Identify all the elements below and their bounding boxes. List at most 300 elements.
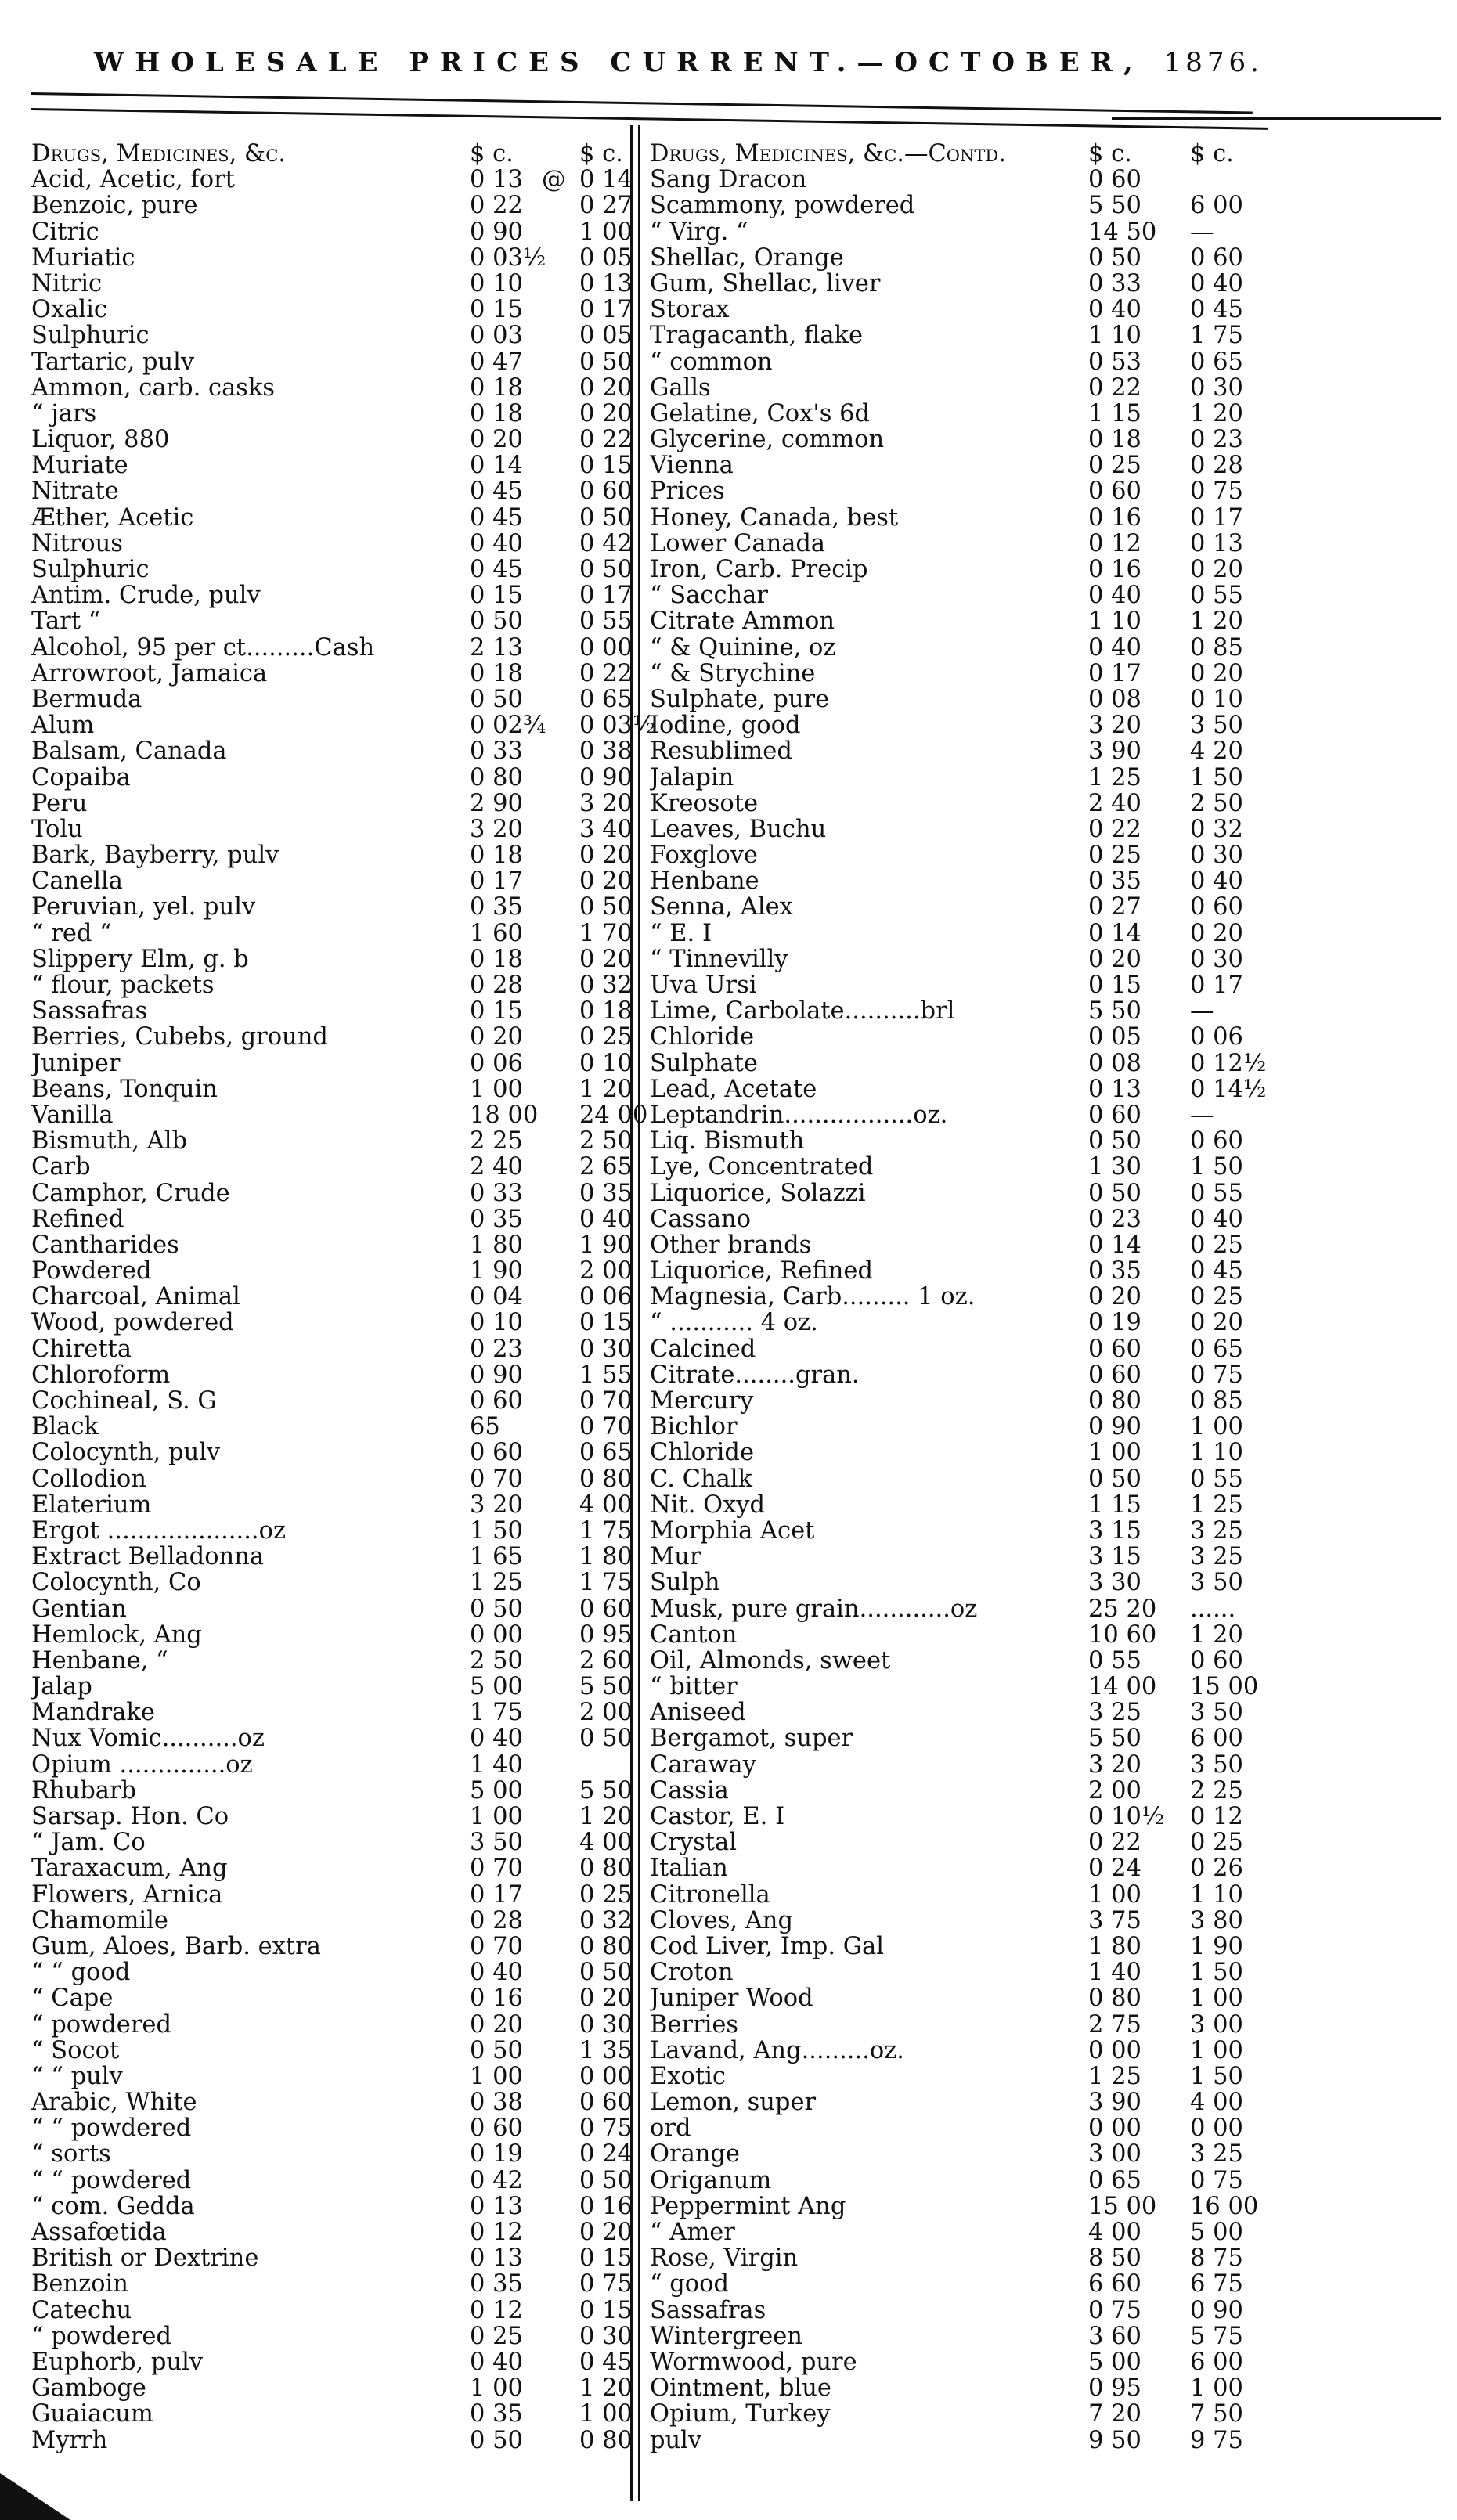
- price-row: [31, 1673, 633, 1701]
- price-row: [31, 972, 633, 999]
- right-currency-1: $ c.: [1088, 140, 1132, 168]
- item-name: Caraway: [650, 1751, 756, 1778]
- item-name: Opium, Turkey: [650, 2401, 831, 2428]
- price-row: [650, 1492, 1433, 1518]
- price-high: 0 50: [579, 1959, 633, 1987]
- price-high: 0 30: [579, 2010, 633, 2039]
- price-row: [31, 919, 633, 947]
- item-name: Chloride: [650, 1024, 755, 1051]
- price-high: 1 55: [579, 1361, 633, 1389]
- item-name: Chamomile: [31, 1907, 168, 1934]
- price-high: 0 15: [579, 2244, 633, 2273]
- price-high: 0 65: [1190, 1335, 1243, 1363]
- item-name: Juniper Wood: [650, 1985, 813, 2012]
- price-low: 14 50: [1088, 218, 1157, 246]
- price-low: 1 00: [1088, 1880, 1141, 1909]
- price-row: [31, 737, 633, 766]
- item-name: Benzoin: [31, 2271, 128, 2298]
- price-high: 0 60: [579, 2089, 633, 2117]
- price-row: [650, 608, 1433, 634]
- item-name: Morphia Acet: [650, 1517, 815, 1545]
- price-row: [650, 401, 1433, 427]
- price-low: 2 25: [470, 1127, 523, 1155]
- price-row: [650, 661, 1433, 687]
- price-row: [650, 245, 1433, 271]
- item-name: “ Cape: [31, 1985, 114, 2012]
- price-low: 0 90: [470, 1361, 523, 1389]
- left-currency-1: $ c.: [470, 140, 514, 168]
- item-name: Muriatic: [31, 244, 135, 271]
- item-name: Sassafras: [31, 998, 148, 1025]
- price-high: 2 60: [579, 1646, 633, 1675]
- price-low: 1 00: [470, 1075, 523, 1103]
- price-low: 0 40: [1088, 582, 1141, 610]
- price-row: [31, 1231, 633, 1259]
- item-name: Chloroform: [31, 1361, 171, 1389]
- price-row: [31, 582, 633, 610]
- price-high: 16 00: [1190, 2192, 1259, 2220]
- price-low: 2 75: [1088, 2010, 1141, 2039]
- price-row: [650, 1440, 1433, 1465]
- item-name: Citrate........gran.: [650, 1361, 860, 1389]
- item-name: Iodine, good: [650, 712, 801, 739]
- item-name: Colocynth, Co: [31, 1570, 201, 1596]
- item-name: Lead, Acetate: [650, 1076, 817, 1102]
- price-row: [650, 1700, 1433, 1725]
- price-high: 0 23: [1190, 426, 1243, 454]
- price-high: 0 80: [579, 1932, 633, 1960]
- left-currency-2: $ c.: [579, 140, 623, 168]
- price-row: [31, 452, 633, 480]
- price-low: 3 15: [1088, 1543, 1141, 1571]
- price-high: 0 20: [579, 373, 633, 402]
- price-low: 0 10: [470, 1309, 523, 1337]
- item-name: Extract Belladonna: [31, 1544, 265, 1570]
- price-row: [650, 271, 1433, 297]
- price-high: 3 20: [579, 789, 633, 817]
- price-row: [31, 1959, 633, 1987]
- item-name: Shellac, Orange: [650, 244, 844, 271]
- price-high: 0 65: [579, 1439, 633, 1467]
- price-row: [31, 815, 633, 843]
- item-name: Catechu: [31, 2297, 132, 2324]
- price-row: [650, 219, 1433, 245]
- price-high: 0 10: [579, 1049, 633, 1077]
- price-low: 0 12: [470, 2296, 523, 2324]
- price-row: [650, 478, 1433, 504]
- price-high: 8 75: [1190, 2244, 1243, 2273]
- price-low: 0 40: [470, 1959, 523, 1987]
- price-high: 1 25: [1190, 1491, 1243, 1519]
- price-high: 0 80: [579, 2426, 633, 2454]
- item-name: Wormwood, pure: [650, 2349, 857, 2376]
- price-row: [650, 791, 1433, 817]
- right-column-heading: Drugs, Medicines, &c.—Contd.: [650, 141, 1006, 168]
- price-high: 0 40: [579, 1205, 633, 1233]
- item-name: Liquorice, Solazzi: [650, 1180, 866, 1206]
- price-row: [31, 348, 633, 376]
- top-rule-right: [1112, 117, 1441, 120]
- price-row: [650, 894, 1433, 920]
- item-name: “ bitter: [650, 1674, 738, 1700]
- price-high: 0 13: [579, 269, 633, 297]
- price-high: 1 50: [1190, 1153, 1243, 1181]
- price-row: [31, 1075, 633, 1103]
- item-name: C. Chalk: [650, 1465, 753, 1492]
- item-name: Cassano: [650, 1206, 752, 1232]
- item-name: “ “ pulv: [31, 2063, 123, 2090]
- item-name: Guaiacum: [31, 2401, 153, 2428]
- price-row: [650, 1674, 1433, 1700]
- item-name: “ powdered: [31, 2323, 172, 2349]
- price-high: 3 50: [1190, 712, 1243, 740]
- price-low: 0 50: [470, 607, 523, 636]
- price-row: [650, 375, 1433, 401]
- item-name: Copaiba: [31, 764, 131, 791]
- price-low: 0 60: [1088, 1335, 1141, 1363]
- price-high: 0 85: [1190, 633, 1243, 662]
- price-row: [650, 1336, 1433, 1362]
- price-high: 1 00: [1190, 2374, 1243, 2403]
- left-column-header: [31, 141, 626, 167]
- item-name: “ “ powdered: [31, 2167, 192, 2194]
- item-name: Glycerine, common: [650, 427, 885, 453]
- item-name: Tolu: [31, 816, 83, 843]
- item-name: Prices: [650, 478, 725, 505]
- item-name: Bark, Bayberry, pulv: [31, 842, 279, 869]
- item-name: Alum: [31, 712, 95, 739]
- price-low: 0 00: [470, 1621, 523, 1649]
- price-row: [650, 1570, 1433, 1595]
- price-high: 0 18: [579, 997, 633, 1026]
- item-name: Arrowroot, Jamaica: [31, 660, 268, 687]
- item-name: Cantharides: [31, 1231, 179, 1259]
- price-row: [650, 582, 1433, 608]
- page-title: [94, 47, 1264, 78]
- price-low: 0 50: [1088, 1179, 1141, 1207]
- item-name: Slippery Elm, g. b: [31, 946, 249, 973]
- price-high: 0 65: [1190, 348, 1243, 376]
- price-row: [650, 765, 1433, 791]
- price-low: 14 00: [1088, 1673, 1157, 1701]
- price-low: 0 28: [470, 1906, 523, 1934]
- price-row: [31, 529, 633, 557]
- price-low: 0 35: [470, 2270, 523, 2298]
- price-high: 0 20: [579, 399, 633, 427]
- price-row: [31, 1543, 633, 1571]
- item-name: Resublimed: [650, 738, 792, 765]
- price-row: [31, 1205, 633, 1233]
- price-row: [31, 1569, 633, 1597]
- price-high: 0 32: [579, 972, 633, 999]
- price-high: 1 90: [1190, 1932, 1243, 1960]
- item-name: Nitrate: [31, 478, 119, 505]
- price-high: 0 05: [579, 322, 633, 350]
- price-low: 2 40: [470, 1153, 523, 1181]
- price-low: 4 00: [1088, 2219, 1141, 2246]
- price-row: [650, 635, 1433, 661]
- price-high: 0 32: [579, 1906, 633, 1934]
- item-name: Taraxacum, Ang: [31, 1855, 228, 1882]
- price-low: 3 90: [1088, 2089, 1141, 2117]
- price-row: [31, 633, 633, 662]
- price-low: 0 17: [470, 867, 523, 896]
- item-name: Nitrous: [31, 530, 123, 557]
- price-row: [650, 505, 1433, 531]
- price-low: 0 18: [470, 659, 523, 687]
- price-high: 0 40: [1190, 867, 1243, 896]
- price-high: 0 60: [579, 478, 633, 506]
- price-low: 3 20: [470, 815, 523, 843]
- item-name: Colocynth, pulv: [31, 1440, 221, 1466]
- item-name: “ Jam. Co: [31, 1830, 146, 1856]
- price-row: [31, 2270, 633, 2298]
- price-high: 1 20: [579, 2374, 633, 2403]
- price-low: 0 02¾: [470, 712, 546, 740]
- item-name: British or Dextrine: [31, 2245, 259, 2272]
- price-row: [31, 1932, 633, 1960]
- price-low: 0 10½: [1088, 1803, 1165, 1830]
- price-low: 1 65: [470, 1543, 523, 1571]
- item-name: Lavand, Ang.........oz.: [650, 2037, 904, 2064]
- price-row: [31, 2348, 633, 2376]
- price-high: 24 00: [579, 1101, 648, 1129]
- price-row: [31, 218, 633, 246]
- price-low: 0 38: [470, 2089, 523, 2117]
- price-row: [650, 1310, 1433, 1336]
- price-high: 0 50: [579, 556, 633, 583]
- price-low: 1 75: [470, 1699, 523, 1727]
- price-low: 1 25: [470, 1569, 523, 1597]
- price-high: 0 55: [1190, 582, 1243, 610]
- price-high: 0 30: [1190, 945, 1243, 973]
- price-high: 4 00: [579, 1829, 633, 1857]
- price-row: [31, 1413, 633, 1441]
- price-low: 0 53: [1088, 348, 1141, 376]
- price-low: 0 12: [470, 2219, 523, 2246]
- price-high: 5 75: [1190, 2322, 1243, 2350]
- price-low: 0 22: [1088, 815, 1141, 843]
- price-low: 0 60: [1088, 478, 1141, 506]
- price-high: 1 20: [1190, 607, 1243, 636]
- price-low: 0 50: [470, 685, 523, 713]
- price-low: 0 00: [1088, 2114, 1141, 2143]
- price-low: 5 00: [470, 1776, 523, 1804]
- price-high: 0 50: [579, 503, 633, 532]
- price-low: 0 35: [470, 2400, 523, 2428]
- price-low: 0 75: [1088, 2296, 1141, 2324]
- price-row: [31, 1725, 633, 1753]
- price-high: ......: [1190, 1595, 1236, 1623]
- price-row: [650, 1206, 1433, 1232]
- price-high: 0 65: [579, 685, 633, 713]
- item-name: Flowers, Arnica: [31, 1881, 223, 1908]
- price-low: 0 33: [1088, 269, 1141, 297]
- price-high: 6 75: [1190, 2270, 1243, 2298]
- price-high: 0 45: [1190, 1257, 1243, 1285]
- price-low: 0 40: [1088, 633, 1141, 662]
- price-high: 5 50: [579, 1673, 633, 1701]
- item-name: Benzoic, pure: [31, 193, 198, 219]
- item-name: “ Socot: [31, 2037, 120, 2064]
- price-row: [650, 2038, 1433, 2064]
- price-row: [650, 427, 1433, 452]
- top-rule-lower: [31, 108, 1268, 130]
- price-low: 0 70: [470, 1465, 523, 1493]
- price-row: [650, 557, 1433, 582]
- item-name: Other brands: [650, 1231, 812, 1259]
- price-high: 0 25: [579, 1880, 633, 1909]
- item-name: Berries, Cubebs, ground: [31, 1024, 328, 1051]
- price-high: 3 50: [1190, 1750, 1243, 1779]
- item-name: Sulphate: [650, 1050, 758, 1076]
- price-row: [31, 166, 633, 194]
- price-high: 3 25: [1190, 1543, 1243, 1571]
- item-name: Gentian: [31, 1595, 127, 1622]
- price-low: 1 00: [470, 2374, 523, 2403]
- price-row: [31, 426, 633, 454]
- item-name: Balsam, Canada: [31, 738, 227, 765]
- item-name: “ red “: [31, 920, 112, 946]
- price-high: 5 50: [579, 1776, 633, 1804]
- price-high: 0 14: [579, 166, 633, 194]
- item-name: Peppermint Ang: [650, 2193, 846, 2220]
- item-name: “ & Quinine, oz: [650, 634, 836, 661]
- price-row: [650, 1752, 1433, 1778]
- price-low: 3 20: [470, 1491, 523, 1519]
- price-low: 0 23: [1088, 1205, 1141, 1233]
- price-low: 0 47: [470, 348, 523, 376]
- price-low: 10 60: [1088, 1621, 1157, 1649]
- price-low: 0 23: [470, 1335, 523, 1363]
- price-row: [31, 243, 633, 272]
- price-row: [650, 2141, 1433, 2167]
- price-low: 0 80: [1088, 1387, 1141, 1415]
- item-name: Croton: [650, 1959, 734, 1986]
- price-high: 0 42: [579, 529, 633, 557]
- price-row: [31, 1855, 633, 1883]
- item-name: Exotic: [650, 2063, 726, 2090]
- price-high: 0 60: [1190, 1127, 1243, 1155]
- price-low: 0 06: [470, 1049, 523, 1077]
- price-low: 0 50: [1088, 1127, 1141, 1155]
- item-name: Carb: [31, 1154, 91, 1181]
- price-low: 0 18: [470, 945, 523, 973]
- item-name: Æther, Acetic: [31, 504, 194, 531]
- item-name: Ointment, blue: [650, 2375, 831, 2402]
- price-low: 1 15: [1088, 1491, 1141, 1519]
- price-low: 0 25: [1088, 452, 1141, 480]
- item-name: Juniper: [31, 1050, 121, 1076]
- price-row: [650, 842, 1433, 868]
- price-row: [31, 269, 633, 297]
- price-high: 0 60: [1190, 893, 1243, 921]
- price-high: 0 06: [1190, 1023, 1243, 1051]
- price-high: 0 12½: [1190, 1049, 1267, 1077]
- item-name: Sulph: [650, 1570, 720, 1596]
- price-low: 2 40: [1088, 789, 1141, 817]
- at-sign: @: [542, 166, 566, 194]
- item-name: Mercury: [650, 1388, 754, 1415]
- price-low: 0 40: [470, 529, 523, 557]
- price-low: 3 60: [1088, 2322, 1141, 2350]
- price-low: 0 13: [1088, 1075, 1141, 1103]
- price-low: 0 03: [470, 322, 523, 350]
- price-low: 1 00: [470, 1803, 523, 1830]
- price-row: [650, 1024, 1433, 1050]
- price-low: 0 40: [470, 2348, 523, 2376]
- item-name: Rhubarb: [31, 1777, 137, 1804]
- price-row: [650, 1232, 1433, 1258]
- price-high: 0 38: [579, 737, 633, 766]
- item-name: “ good: [650, 2271, 730, 2298]
- price-row: [650, 1959, 1433, 1985]
- price-row: [650, 1725, 1433, 1751]
- price-high: 15 00: [1190, 1673, 1259, 1701]
- item-name: pulv: [650, 2427, 702, 2453]
- price-high: 0 30: [1190, 373, 1243, 402]
- price-high: 1 75: [579, 1569, 633, 1597]
- price-row: [31, 2192, 633, 2220]
- price-row: [650, 1051, 1433, 1076]
- price-row: [31, 2166, 633, 2194]
- price-low: 0 60: [470, 2114, 523, 2143]
- item-name: Uva Ursi: [650, 972, 757, 999]
- item-name: Refined: [31, 1206, 124, 1232]
- item-name: Peru: [31, 790, 88, 817]
- price-low: 3 00: [1088, 2140, 1141, 2168]
- price-low: 2 50: [470, 1646, 523, 1675]
- item-name: Sassafras: [650, 2297, 766, 2324]
- item-name: Sulphate, pure: [650, 686, 830, 713]
- price-high: 0 30: [579, 1335, 633, 1363]
- price-high: 0 70: [579, 1413, 633, 1441]
- item-name: Lime, Carbolate..........brl: [650, 998, 955, 1025]
- price-row: [650, 349, 1433, 375]
- item-name: “ flour, packets: [31, 972, 215, 999]
- price-low: 0 20: [470, 426, 523, 454]
- price-row: [31, 1335, 633, 1363]
- price-low: 0 16: [1088, 556, 1141, 583]
- item-name: Bermuda: [31, 686, 142, 713]
- price-row: [650, 1855, 1433, 1881]
- item-name: Charcoal, Animal: [31, 1284, 240, 1310]
- price-high: 0 75: [579, 2114, 633, 2143]
- price-row: [31, 685, 633, 713]
- price-low: 2 00: [1088, 1776, 1141, 1804]
- price-low: 0 14: [1088, 1231, 1141, 1259]
- price-high: 7 50: [1190, 2400, 1243, 2428]
- price-high: 1 50: [1190, 763, 1243, 791]
- item-name: Honey, Canada, best: [650, 504, 899, 531]
- item-name: Cod Liver, Imp. Gal: [650, 1933, 885, 1960]
- price-low: 3 30: [1088, 1569, 1141, 1597]
- item-name: Orange: [650, 2141, 740, 2168]
- price-high: 0 20: [1190, 659, 1243, 687]
- item-name: Nux Vomic..........oz: [31, 1725, 265, 1752]
- price-low: 0 45: [470, 556, 523, 583]
- price-row: [31, 478, 633, 506]
- item-name: Collodion: [31, 1465, 146, 1492]
- item-name: Tartaric, pulv: [31, 348, 195, 375]
- price-row: [650, 1518, 1433, 1544]
- price-low: 0 15: [470, 997, 523, 1026]
- price-high: 0 20: [1190, 1309, 1243, 1337]
- item-name: Origanum: [650, 2167, 772, 2194]
- price-low: 0 18: [1088, 426, 1141, 454]
- price-row: [31, 867, 633, 896]
- price-low: 5 50: [1088, 1725, 1141, 1753]
